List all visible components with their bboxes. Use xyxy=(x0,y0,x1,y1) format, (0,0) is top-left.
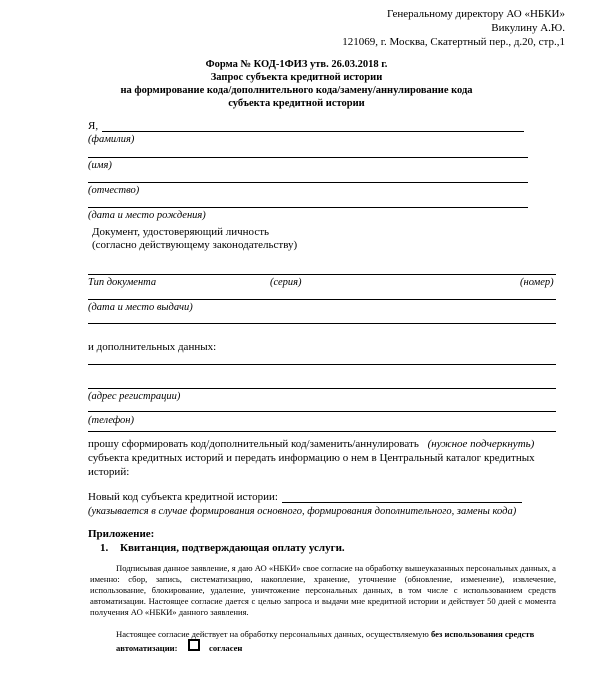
request-line-1 xyxy=(88,438,558,451)
patronymic-caption: (отчество) xyxy=(88,185,140,196)
request-line-2: субъекта кредитных историй и передать информацию о нем в Центральный каталог кредитных xyxy=(88,452,535,464)
number-caption: (номер) xyxy=(520,277,554,288)
consent-line xyxy=(116,629,534,640)
surname-caption: (фамилия) xyxy=(88,134,135,145)
ya-label: Я, xyxy=(88,120,99,132)
addressee-line-1: Генеральному директору АО «НБКИ» xyxy=(386,8,565,20)
phone-caption: (телефон) xyxy=(88,415,134,426)
birth-line[interactable] xyxy=(88,207,528,208)
attachment-item: Квитанция, подтверждающая оплату услуги. xyxy=(120,542,345,554)
address-line[interactable] xyxy=(88,388,556,389)
document-label: Документ, удостоверяющий личность xyxy=(92,226,270,238)
doc-type-caption: Тип документа xyxy=(88,277,157,288)
new-code-note: (указывается в случае формирования основного, формирования дополнительного, замены кода) xyxy=(88,506,517,517)
consent-text: Настоящее согласие действует на обработку персональных данных, осуществляемую xyxy=(116,629,429,639)
agree-label: согласен xyxy=(209,643,243,653)
issue-line-2[interactable] xyxy=(88,323,556,324)
phone-line[interactable] xyxy=(88,411,556,412)
address-caption: (адрес регистрации) xyxy=(88,391,181,402)
agree-checkbox[interactable] xyxy=(188,639,200,651)
addressee-line-3: 121069, г. Москва, Скатертный пер., д.20, стр.,1 xyxy=(342,36,565,48)
name-line[interactable] xyxy=(88,157,528,158)
surname-line[interactable] xyxy=(102,131,524,132)
document-line[interactable] xyxy=(88,274,556,275)
extra-line[interactable] xyxy=(88,431,556,432)
request-text: прошу сформировать код/дополнительный код/заменить/аннулировать xyxy=(88,438,419,450)
form-subtitle-3: субъекта кредитной истории xyxy=(228,98,365,109)
consent-bold-text: без использования средств xyxy=(430,629,535,639)
new-code-line[interactable] xyxy=(282,502,522,503)
additional-line-1[interactable] xyxy=(88,364,556,365)
attachment-heading: Приложение: xyxy=(88,528,155,540)
issue-caption: (дата и место выдачи) xyxy=(88,302,193,313)
name-caption: (имя) xyxy=(88,160,112,171)
request-line-3: историй: xyxy=(88,466,130,478)
series-caption: (серия) xyxy=(270,277,302,288)
form-subtitle-2: на формирование кода/дополнительного кода/замену/аннулирование кода xyxy=(120,85,473,96)
underline-hint: (нужное подчеркнуть) xyxy=(427,438,535,450)
issue-line[interactable] xyxy=(88,299,556,300)
document-note: (согласно действующему законодательству) xyxy=(92,239,298,251)
consent-paragraph: Подписывая данное заявление, я даю АО «НБКИ» свое согласие на обработку вышеуказанных персональных данных, а именно: сбор, запись, систематизацию, накопление, хранение, уточнение (обновление, изменение), извлечение, использование, блокирование, удаление, уничтожение персональных данных, в том числе с использованием средств автоматизации. Настоящее согласие дается с целью запроса и выдачи мне кредитной истории и действует 50 дней с момента получения АО «НБКИ» данного заявления. xyxy=(90,563,556,617)
additional-label: и дополнительных данных: xyxy=(88,341,217,353)
form-subtitle-1: Запрос субъекта кредитной истории xyxy=(210,72,383,83)
attachment-item-number: 1. xyxy=(100,542,109,554)
birth-caption: (дата и место рождения) xyxy=(88,210,206,221)
form-title: Форма № КОД-1ФИЗ утв. 26.03.2018 г. xyxy=(205,59,388,70)
new-code-label: Новый код субъекта кредитной истории: xyxy=(88,491,278,503)
addressee-line-2: Викулину А.Ю. xyxy=(491,22,565,34)
automation-label: автоматизации: xyxy=(116,643,178,653)
patronymic-line[interactable] xyxy=(88,182,528,183)
